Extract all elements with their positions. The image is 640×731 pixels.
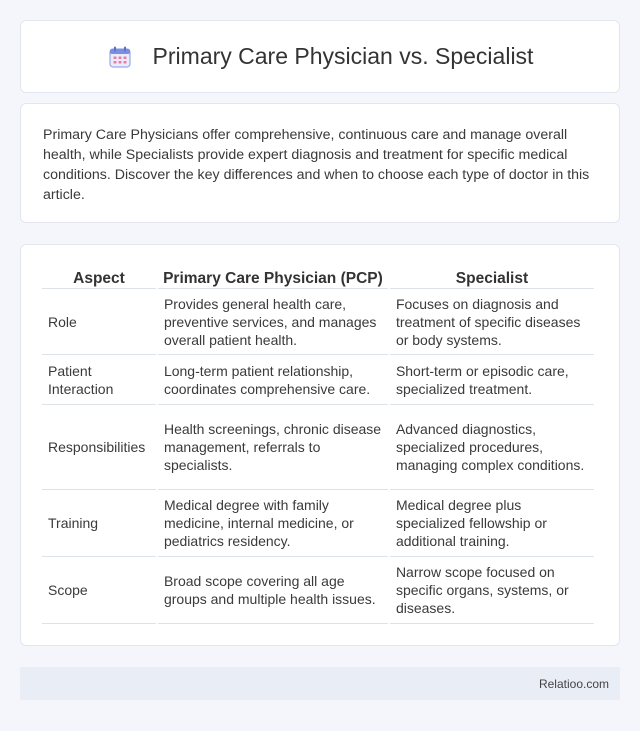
cell-aspect: Training [42, 490, 156, 557]
table-row [42, 490, 594, 557]
cell-aspect: Role [42, 289, 156, 355]
header-aspect: Aspect [42, 267, 156, 289]
calendar-icon [107, 44, 133, 70]
cell-pcp: Long-term patient relationship, coordinates comprehensive care. [158, 355, 388, 405]
header-specialist: Specialist [390, 267, 594, 289]
cell-pcp: Health screenings, chronic disease management, referrals to specialists. [158, 405, 388, 490]
comparison-table [40, 267, 596, 624]
cell-specialist: Medical degree plus specialized fellowship or additional training. [390, 490, 594, 557]
cell-specialist: Short-term or episodic care, specialized treatment. [390, 355, 594, 405]
intro-card [20, 103, 620, 223]
intro-text: Primary Care Physicians offer comprehensive, continuous care and manage overall health, while Specialists provide expert diagnosis and treatment for specific medical conditions. Discover the key differences and when to choose each type of doctor in this article. [43, 127, 590, 203]
header-pcp: Primary Care Physician (PCP) [158, 267, 388, 289]
table-row [42, 557, 594, 624]
table-row [42, 289, 594, 355]
footer [20, 667, 620, 700]
cell-aspect: Responsibilities [42, 405, 156, 490]
cell-pcp: Broad scope covering all age groups and multiple health issues. [158, 557, 388, 624]
table-header-row [42, 267, 594, 289]
page-title: Primary Care Physician vs. Specialist [152, 43, 534, 69]
cell-pcp: Provides general health care, preventive services, and manages overall patient health. [158, 289, 388, 355]
cell-aspect: Patient Interaction [42, 355, 156, 405]
cell-specialist: Narrow scope focused on specific organs, systems, or diseases. [390, 557, 594, 624]
title-card [20, 20, 620, 93]
cell-specialist: Advanced diagnostics, specialized procedures, managing complex conditions. [390, 405, 594, 490]
cell-pcp: Medical degree with family medicine, internal medicine, or pediatrics residency. [158, 490, 388, 557]
table-row [42, 355, 594, 405]
cell-specialist: Focuses on diagnosis and treatment of specific diseases or body systems. [390, 289, 594, 355]
comparison-card [20, 244, 620, 646]
table-row [42, 405, 594, 490]
cell-aspect: Scope [42, 557, 156, 624]
footer-site-name: Relatioo.com [538, 676, 609, 691]
